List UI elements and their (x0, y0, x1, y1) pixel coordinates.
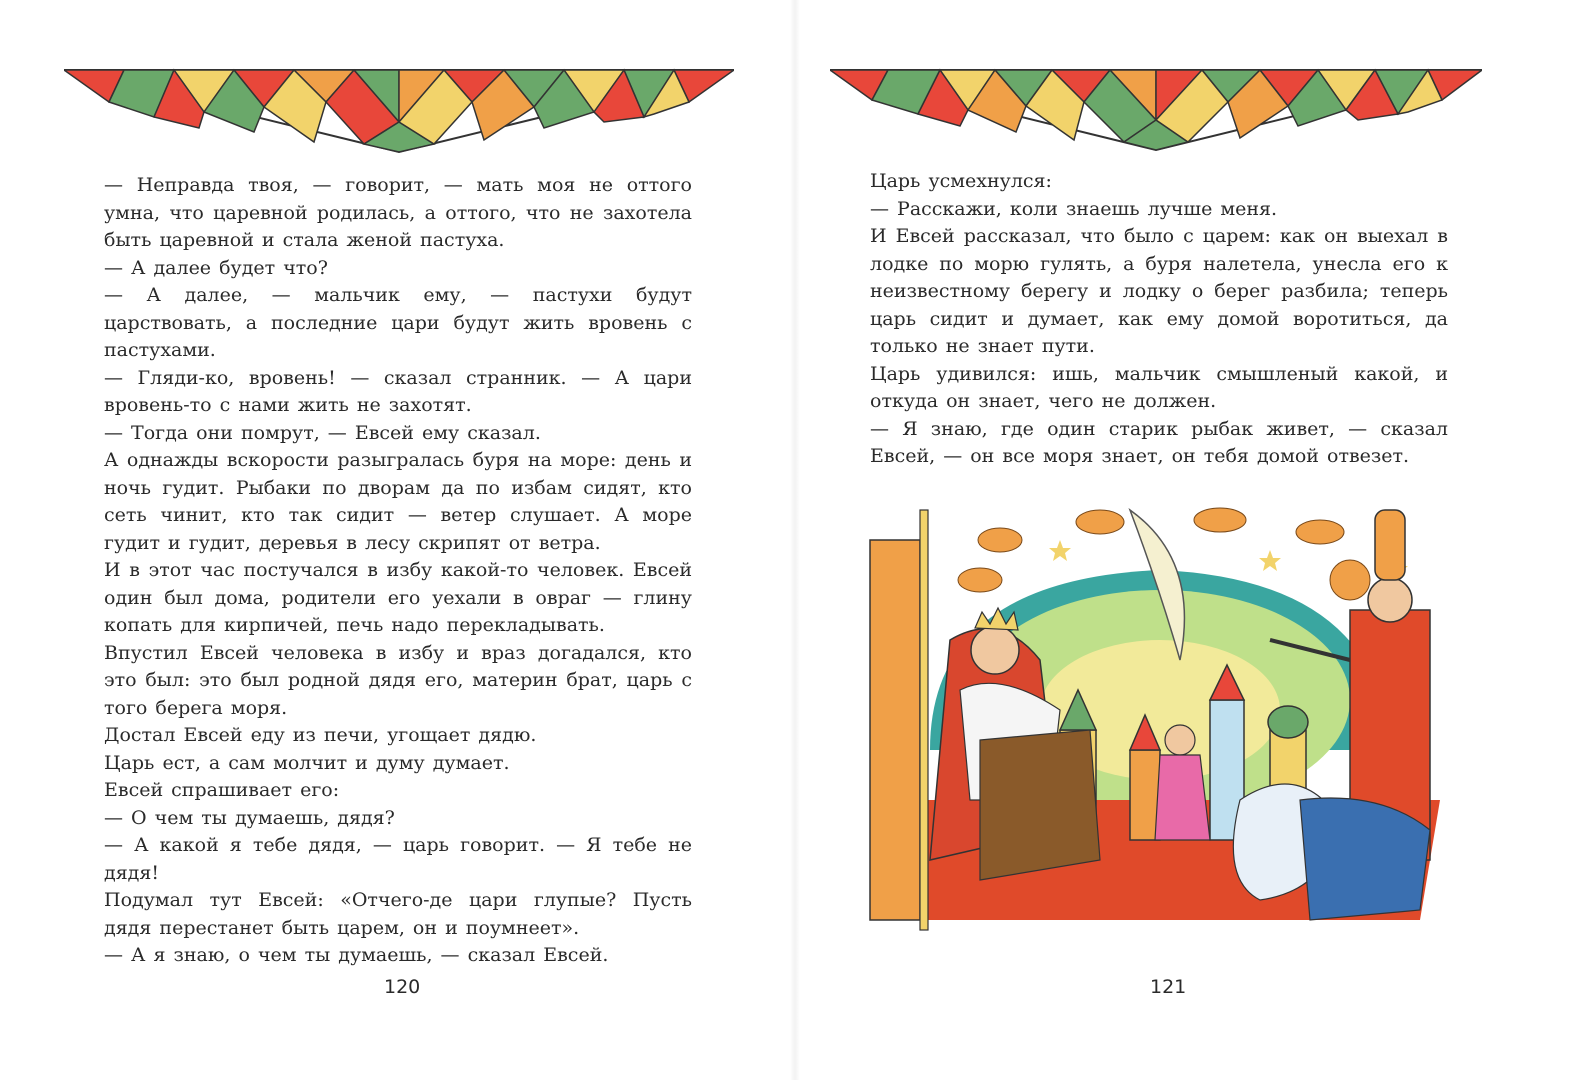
paragraph: Царь ест, а сам молчит и думу думает. (104, 751, 510, 774)
header-ornament (64, 62, 734, 154)
paragraph: Евсей спрашивает его: (104, 779, 340, 801)
paragraph: — Неправда твоя, — говорит, — мать моя не оттого умна, что царевной родилась, а оттого, что не захотела быть царевной и стала женой пастуха. (104, 174, 692, 251)
right-page (794, 0, 1589, 1080)
page-number: 121 (1150, 976, 1187, 998)
paragraph: — Я знаю, где один старик рыбак живет, — сказал Евсей, — он все моря знает, он тебя домой отвезет. (870, 417, 1448, 467)
right-page-text (870, 168, 1448, 471)
paragraph: А однажды вскорости разыгралась буря на море: день и ночь гудит. Рыбаки по дворам да по избам сидят, кто сеть чинит, кто так сидит — ветер слушает. А море гудит и гудит, деревья в лесу скрипят от ветра. (104, 449, 692, 554)
paragraph: Достал Евсей еду из печи, угощает дядю. (104, 724, 537, 746)
paragraph: — А далее, — мальчик ему, — пастухи будут царствовать, а последние цари будут жить вровень с пастухами. (104, 284, 692, 361)
paragraph: — Тогда они помрут, — Евсей ему сказал. (104, 421, 541, 444)
paragraph: И в этот час постучался в избу какой-то человек. Евсей один был дома, родители его уехали в овраг — глину копать для кирпичей, печь надо перекладывать. (104, 559, 692, 636)
paragraph: — А какой я тебе дядя, — царь говорит. — Я тебе не дядя! (104, 834, 692, 884)
paragraph: Царь удивился: ишь, мальчик смышленый какой, и откуда он знает, чего не должен. (870, 362, 1448, 412)
paragraph: — Гляди-ко, вровень! — сказал странник. — А цари вровень-то с нами жить не захотят. (104, 366, 692, 416)
left-page (0, 0, 794, 1080)
header-ornament (830, 62, 1482, 154)
paragraph: Царь усмехнулся: (870, 170, 1052, 192)
paragraph: — О чем ты думаешь, дядя? (104, 806, 395, 829)
paragraph: И Евсей рассказал, что было с царем: как он выехал в лодке по морю гулять, а буря налетела, унесла его к неизвестному берегу и лодку о берег разбила; теперь царь сидит и думает, как ему домой воротиться, да только не знает пути. (870, 225, 1448, 357)
paragraph: — Расскажи, коли знаешь лучше меня. (870, 197, 1278, 220)
page-number: 120 (384, 976, 421, 998)
story-illustration (860, 500, 1460, 932)
paragraph: — А далее будет что? (104, 256, 328, 279)
left-page-text (104, 172, 692, 970)
paragraph: Подумал тут Евсей: «Отчего-де цари глупые? Пусть дядя перестанет быть царем, он и поумнеет». (104, 889, 692, 939)
paragraph: Впустил Евсей человека в избу и враз догадался, кто это был: это был родной дядя его, материн брат, царь с того берега моря. (104, 641, 692, 719)
paragraph: — А я знаю, о чем ты думаешь, — сказал Евсей. (104, 944, 609, 966)
